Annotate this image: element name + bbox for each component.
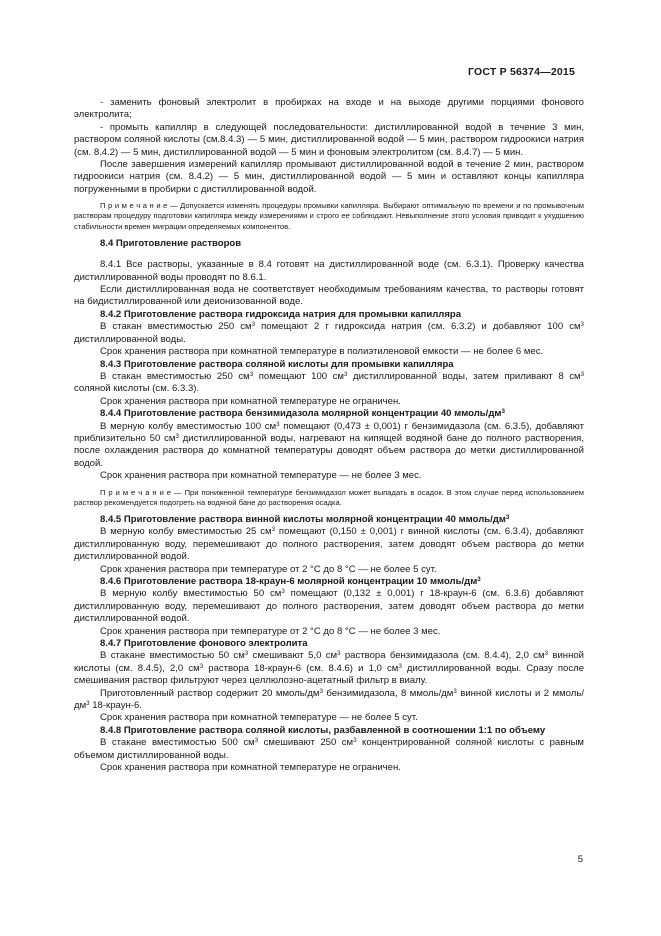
- paragraph: Срок хранения раствора при температуре от 2 °С до 8 °С — не более 5 сут.: [100, 563, 437, 575]
- subsection-heading: 8.4.2 Приготовление раствора гидроксида натрия для промывки капилляра: [100, 308, 462, 320]
- subsection-heading: 8.4.8 Приготовление раствора соляной кислоты, разбавленной в соотношении 1:1 по объему: [100, 724, 546, 736]
- page-number: 5: [577, 854, 583, 865]
- subsection-heading: 8.4.4 Приготовление раствора бензимидазола молярной концентрации 40 ммоль/$дм^3$: [100, 408, 505, 420]
- paragraph: 8.4.1 Все растворы, указанные в 8.4 готовят на дистиллированной воде (см. 6.3.1). Проверку качества дистиллированной воды проводят по 8.6.1.: [74, 259, 584, 283]
- paragraph: В стакане вместимостью 500 $см^3$ смешивают 250 $см^3$ концентрированной соляной кислоты с равным объемом дистиллированной воды.: [74, 737, 584, 761]
- subsection-heading: 8.4.5 Приготовление раствора винной кислоты молярной концентрации 40 ммоль/$дм^3$: [100, 513, 510, 525]
- paragraph: Срок хранения раствора при комнатной температуре — не более 5 сут.: [100, 712, 418, 724]
- section-heading: 8.4 Приготовление растворов: [100, 237, 242, 249]
- paragraph: После завершения измерений капилляр промывают дистиллированной водой в течение 2 мин, раствором гидроокиси натрия (см. 8.4.2) — 5 мин, дистиллированной водой — 5 мин и оставляют концы капилляра погруженными в пробирки с дистиллированной водой.: [74, 159, 584, 195]
- paragraph: Срок хранения раствора при комнатной температуре в полиэтиленовой емкости — не более 6 мес.: [100, 346, 544, 358]
- paragraph: В стакане вместимостью 50 $см^3$ смешивают 5,0 $см^3$ раствора бензимидазола (см. 8.4.4), 2,0 $см^3$ винной кислоты (см. 8.4.5), 2,0 $см^3$ раствора 18-краун-6 (см. 8.4.6) и 1,0 $см^3$ дистиллированной воды. Сразу после смешивания раствор фильтруют через целлюлозно-ацетатный фильтр в виалу.: [74, 650, 585, 687]
- subsection-heading: 8.4.6 Приготовление раствора 18-краун-6 молярной концентрации 10 ммоль/$дм^3$: [100, 576, 481, 588]
- subsection-heading: 8.4.7 Приготовление фонового электролита: [100, 638, 308, 650]
- paragraph: - промыть капилляр в следующей последовательности: дистиллированной водой в течение 3 мин, раствором соляной кислоты (см.8.4.3) — 5 мин, дистиллированной водой — 5 мин, раствором гидроокиси натрия (см. 8.4.2) — 5 мин, дистиллированной водой — 5 мин и фоновым электролитом (см. 8.4.7) — 5 мин.: [74, 121, 584, 158]
- paragraph: В стакан вместимостью 250 $см^3$ помещают 2 г гидроксида натрия (см. 6.3.2) и добавляют 100 $см^3$ дистиллированной воды.: [74, 321, 584, 345]
- document-body: [74, 97, 584, 775]
- paragraph: В мерную колбу вместимостью 100 $см^3$ помещают (0,473 ± 0,001) г бензимидазола (см. 6.3.5), добавляют приблизительно 50 $см^3$ дистиллированной воды, нагревают на кипящей водяной бане до полного растворения, после охлаждения раствора до комнатной температуры доводят объем раствора до метки дистиллированной водой.: [74, 420, 585, 469]
- note: П р и м е ч а н и е — При пониженной температуре бензимидазол может выпадать в осадок. В этом случае перед использованием раствор рекомендуется подогреть на водяной бане до растворения осадка.: [74, 487, 584, 507]
- paragraph: Срок хранения раствора при комнатной температуре не ограничен.: [100, 395, 401, 407]
- paragraph: В мерную колбу вместимостью 50 $см^3$ помещают (0,132 ± 0,001) г 18-краун-6 (см. 6.3.6) добавляют дистиллированную воду, перемешивают до полного растворения, затем доводят объем раствора до метки дистиллированной водой.: [74, 588, 584, 625]
- paragraph: Срок хранения раствора при комнатной температуре не ограничен.: [100, 762, 401, 774]
- document-header: ГОСТ Р 56374—2015: [467, 66, 575, 78]
- paragraph: Срок хранения раствора при комнатной температуре — не более 3 мес.: [100, 470, 422, 482]
- paragraph: Если дистиллированная вода не соответствует необходимым требованиям качества, то растворы готовят на бидистиллированной или деионизованной воде.: [74, 284, 584, 308]
- subsection-heading: 8.4.3 Приготовление раствора соляной кислоты для промывки капилляра: [100, 358, 454, 370]
- paragraph: - заменить фоновый электролит в пробирках на входе и на выходе другими порциями фонового электролита;: [74, 97, 584, 121]
- paragraph: Приготовленный раствор содержит 20 ммоль/$дм^3$ бензимидазола, 8 ммоль/$дм^3$ винной кислоты и 2 ммоль/$дм^3$ 18-краун-6.: [74, 687, 584, 712]
- paragraph: Срок хранения раствора при температуре от 2 °С до 8 °С — не более 3 мес.: [100, 625, 441, 637]
- paragraph: В мерную колбу вместимостью 25 $см^3$ помещают (0,150 ± 0,001) г винной кислоты (см. 6.3.4), добавляют дистиллированную воду, перемешивают до полного растворения, затем доводят объем раствора до метки дистиллированной водой.: [74, 526, 585, 563]
- paragraph: В стакан вместимостью 250 $см^3$ помещают 100 $см^3$ дистиллированной воды, затем приливают 8 $см^3$ соляной кислоты (см. 6.3.3).: [74, 370, 585, 395]
- note: П р и м е ч а н и е — Допускается изменять процедуры промывки капилляра. Выбирают оптимальную по времени и по промывочным растворам процедуру подготовки капилляра между измерениями и строго ее соблюдают. Невыполнение этого условия приводит к ухудшению стабильности времен миграции определяемых компонентов.: [74, 201, 584, 231]
